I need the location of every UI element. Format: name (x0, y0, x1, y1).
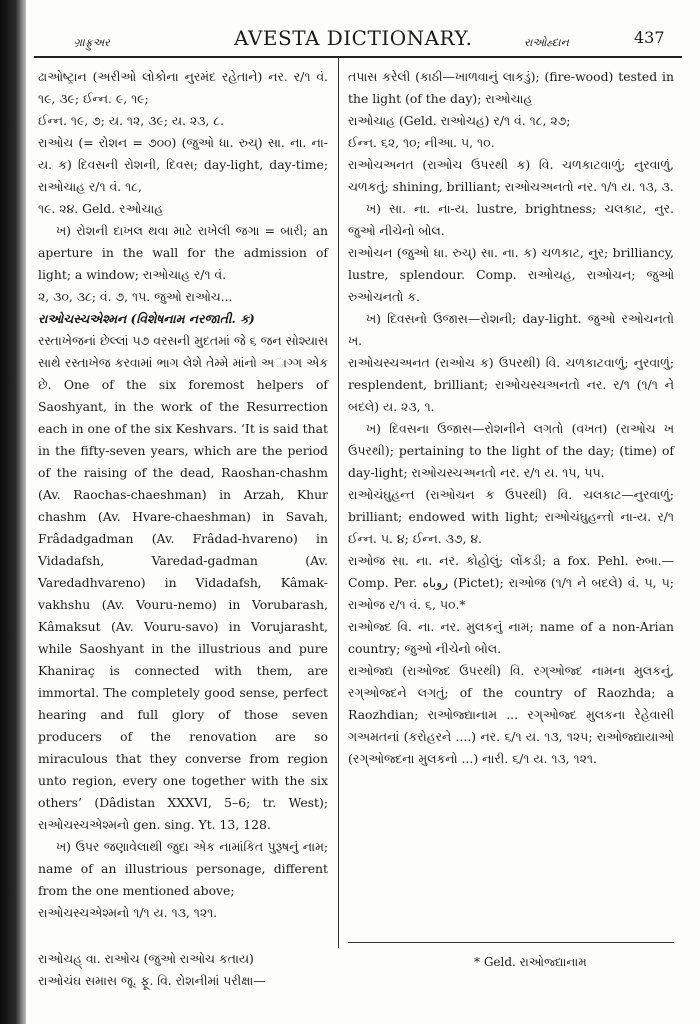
right-entry: રાઓચંઘુહન્ત (રાઓચન ક ઉપરથી) વિ. ચલકાટ—નુરવાળું; brilliant; endowed with light; રાઓચંઘુહન્તો ના-ય. ર/૧ ઈન્ન. ૫. ૪; ઈન્ન. ૩૭, ૪. (348, 487, 674, 546)
page-number: 437 (634, 28, 665, 47)
left-entry: રાઓચસ્ચએશ્મનો ૧/૧ ય. ૧૩, ૧૨૧. (38, 905, 218, 920)
left-continuation (38, 948, 338, 992)
right-entry: ખ) સા. ના. ના-ય. lustre, brightness; ચલકાટ, નુર. જુઓ નીચેનો બોલ. (348, 201, 674, 238)
right-entry: તપાસ કરેલી (કાઠી—ખાળવાનું લાકડું); (fire-wood) tested in the light (of the day); રાઓચાહ (348, 69, 674, 106)
left-entry: ઢાઓષ્ટ્રાન (અરીઓ લોકોના નુરમંદ રહેતાને) નર. ર/૧ વં. ૧૯, ૩૯; ઈન્ન. ૯, ૧૯; (38, 69, 328, 106)
right-entry: રાઓજ સા. ના. નર. કોહોલું; લોંકડી; a fox. Pehl. રુબા.— Comp. Per. روباه (Pictet); રાઓજ (૧/૧ ને બદલે) વં. ૫, ૫; રાઓજ ર/૧ વં. ૬, ૫૦.* (348, 553, 674, 612)
left-entry: ખ) રોશની દાખલ થવા માટે રાખેલી જગા = બારી; an aperture in the wall for the admission of light; a window; રાઓચાહ ર/૧ વં. (38, 223, 328, 282)
left-entry: ઈન્ન. ૧૯, ૭; ય. ૧૨, ૩૯; ય. ૨૩, ૮. (38, 113, 225, 128)
left-continuation-line: રાઓચંઘ સમાસ જૂ. ફૂ. વિ. રોશનીમાં પરીક્ષા— (38, 973, 266, 988)
left-entry: રાઓચ (= રોશન = ૭૦૦) (જુઓ ધા. રુચ્) સા. ના. ના-ય. ક) દિવસની રોશની, દિવસ; day-light, day-time; રાઓચાહ ર/૧ વં. ૧૮, (38, 135, 328, 194)
left-entry: ૨, ૩૦, ૩૮; વં. ૭, ૧૫. જુઓ રાઓચ... (38, 289, 233, 304)
header-rule (34, 56, 682, 58)
right-entry: રાઓચન (જુઓ ધા. રુચ્) સા. ના. ક) ચળકાટ, નુર; brilliancy, lustre, splendour. Comp. રાઓચહ, રાઓચન; જુઓ રુઓચનતો ક. (348, 245, 674, 304)
right-entry: ખ) દિવસના ઉજાસ—રોશનીને લગતો (વખત) (રાઓચ ખ ઉપરથી); pertaining to the light of the day; (time) of day-light; રાઓચસ્ચઅનતો નર. ર/૧ ય. ૧૫, ૫૫. (348, 421, 674, 480)
header-headword-left: ગ્રાફ્રુઅર (74, 36, 110, 49)
right-column (348, 66, 674, 770)
footnote: * Geld. રાઓજ્દ્યાનામ (474, 955, 587, 969)
left-entry-lemma: રાઓચસ્ચએશ્મન (વિશેષનામ નરજાતી. ક) (38, 311, 255, 326)
right-entry: ખ) દિવસનો ઉજાસ—રોશની; day-light. જુઓ રઓચનતો ખ. (348, 311, 674, 348)
book-gutter-shadow (0, 0, 26, 1024)
right-entry: રાઓજ્દ્ય (રાઓજ્દ ઉપરથી) વિ. રગ્ઓજ્દ નામના મુલકનું, રગ્ઓજ્દને લગતું; of the country of Raozhda; a Raozhdian; રાઓજ્દ્યાનામ ... રગ્ઓજ્દ મુલકના રેહેવાસી ગઅમતનાં (કરોહરને ....) નર. ૬/૧ ય. ૧૩, ૧૨૫; રાઓજ્દ્યાયાઓ (રગ્ઓજ્દના મુલકનો ...) નારી. ૬/૧ ય. ૧૩, ૧૨૧. (348, 663, 674, 766)
footnote-rule (348, 942, 674, 943)
page-title: AVESTA DICTIONARY. (234, 26, 473, 50)
right-entry: રાઓચસ્ચઅનત (રાઓચ ક) ઉપરથી) વિ. ચળકાટવાળું; નુરવાળું; resplendent, brilliant; રાઓચસ્ચઅનતો નર. ર/૧ (૧/૧ ને બદલે) ય. ૨૩, ૧. (348, 355, 674, 414)
left-entry: રસ્તાખેજનાં છેલ્લાં ૫૭ વરસની મુદતમાં જે ૬ જન સોશ્યાસ સાથે રસ્તાખેજ કરવામાં ભાગ લેશે તેમ્મે માંનો અાગ્ગ એક છે. One of the six foremost helpers of Saoshyant, in the work of the Resurrection each in one of the six Keshvars. ‘It is said that in the fifty-seven years, which are the period of the raising of the dead, Raoshan-chashm (Av. Raochas-chaeshman) in Arzah, Khur chashm (Av. Hvare-chaeshman) in Savah, Frâdadgadman (Av. Frâdad-hvareno) in Vidadafsh, Varedad-gadman (Av. Varedadhvareno) in Vidadafsh, Kâmak-vakhshu (Av. Vouru-nemo) in Vorubarash, Kâmaksut (Av. Vouru-savo) in Vorujarasht, while Saoshyant in the illustrious and pure Khaniraç is connected with them, are immortal. The completely good sense, perfect hearing and full glory of those seven producers of the renovation are so miraculous that they converse from region unto region, every one together with the six others’ (Dâdistan XXXVI, 5–6; tr. West); રાઓચસ્ચએશ્મનો gen. sing. Yt. 13, 128. (38, 333, 328, 832)
right-entry: રાઓજ્દ વિ. ના. નર. મુલકનું નામ; name of a non-Arian country; જુઓ નીચેનો બોલ. (348, 619, 674, 656)
dictionary-page (34, 10, 682, 1010)
column-divider (338, 58, 339, 948)
left-entry: ખ) ઉપર જણાવેલાથી જુદા એક નામાંકિત પુરૂષનું નામ; name of an illustrious personage, different from the one mentioned above; (38, 839, 328, 898)
left-column (38, 66, 328, 924)
right-entry: રાઓચાહ (Geld. રાઓચહ) ર/૧ વં. ૧૮, ૨૭; (348, 113, 571, 128)
right-entry: રાઓચઅનત (રાઓચ ઉપરથી ક) વિ. ચળકાટવાળું; નુરવાળું, ચળકતું; shining, brilliant; રાઓચઅનતો નર. ૧/૧ ય. ૧૩, ૩. (348, 157, 674, 194)
left-continuation-line: રાઓચહ્ વા. રાઓચ (જુઓ રાઓચ કતાય) (38, 951, 254, 966)
right-entry: ઈન્ન. ૬૨, ૧૦; નીઆ. ૫, ૧૦. (348, 135, 495, 150)
header-headword-right: રાઓહ્દાન (524, 36, 569, 49)
left-entry: ૧૯. ૨૪. Geld. રઓચાહ (38, 201, 164, 216)
page-header (34, 26, 682, 56)
